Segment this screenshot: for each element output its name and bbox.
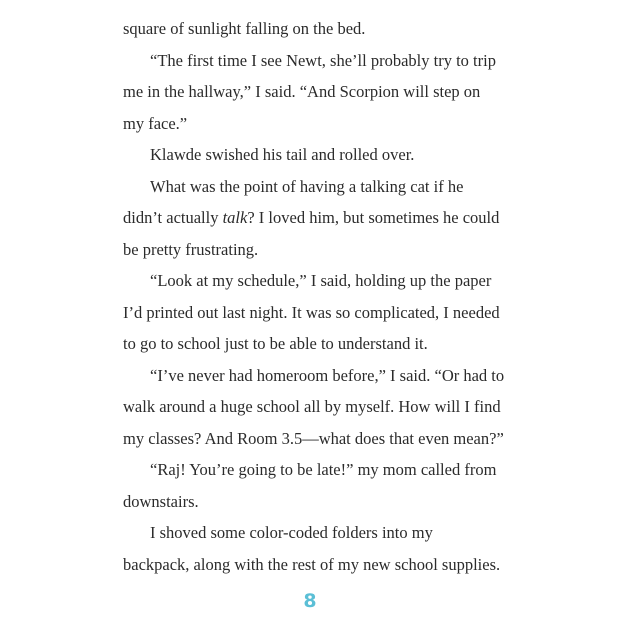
- text-line: [150, 460, 496, 480]
- text-line: [123, 240, 258, 260]
- text-line: [123, 492, 199, 512]
- text-run: me in the hallway,” I said. “And Scorpion will step on: [123, 82, 481, 101]
- text-run: “Raj! You’re going to be late!” my mom called from: [150, 460, 497, 479]
- text-run: backpack, along with the rest of my new school supplies.: [123, 554, 501, 574]
- text-line: [123, 82, 480, 102]
- text-run: to go to school just to be able to understand it.: [123, 334, 428, 353]
- text-run: “Look at my schedule,” I said, holding up the paper: [150, 271, 492, 290]
- text-run: walk around a huge school all by myself. How will I find: [123, 397, 501, 416]
- text-run: Klawde swished his tail and rolled over.: [150, 145, 415, 164]
- text-run: square of sunlight falling on the bed.: [123, 19, 366, 38]
- text-run: I shoved some color-coded folders into my: [150, 523, 433, 542]
- text-run: What was the point of having a talking cat if he: [150, 176, 464, 196]
- text-run: my classes? And Room 3.5—what does that even mean?”: [123, 428, 504, 448]
- text-line: [123, 114, 187, 134]
- text-line: [123, 303, 500, 323]
- text-line: [123, 208, 499, 228]
- text-run: “I’ve never had homeroom before,” I said. “Or had to: [150, 365, 505, 385]
- text-line: [123, 429, 504, 449]
- text-run: didn’t actually: [123, 208, 223, 227]
- text-line: [150, 523, 433, 543]
- text-run: ? I loved him, but sometimes he could: [247, 208, 500, 227]
- text-line: [150, 366, 504, 386]
- text-line: [123, 397, 501, 417]
- emphasized-word: talk: [222, 208, 248, 227]
- text-line: [150, 271, 491, 291]
- text-run: be pretty frustrating.: [123, 239, 259, 259]
- text-run: I’d printed out last night. It was so complicated, I needed: [123, 302, 500, 322]
- text-line: [123, 555, 500, 575]
- text-line: [123, 19, 365, 39]
- text-line: [150, 51, 496, 71]
- text-line: [150, 177, 463, 197]
- text-run: downstairs.: [123, 491, 199, 511]
- page-number: 8: [303, 590, 317, 612]
- text-run: “The first time I see Newt, she’ll probably try to trip: [150, 50, 496, 70]
- text-run: my face.”: [123, 113, 188, 133]
- text-line: [150, 145, 414, 165]
- text-line: [123, 334, 428, 354]
